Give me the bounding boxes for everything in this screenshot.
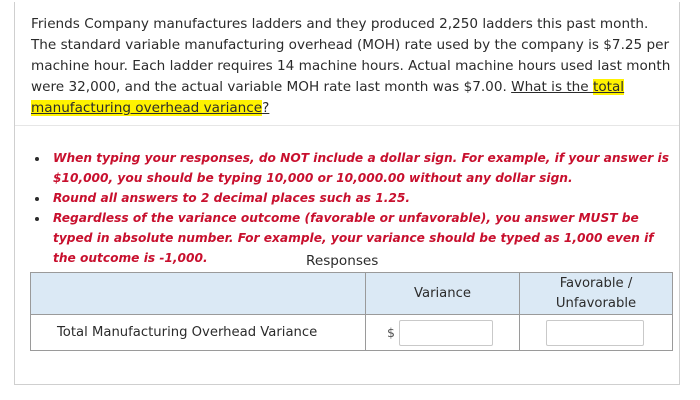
responses-table (30, 272, 673, 351)
variance-cell (366, 315, 520, 351)
instruction-list (31, 148, 669, 268)
question-body: Friends Company manufactures ladders and they produced 2,250 ladders this past month. The standard variable manufacturing overhead (MOH) rate used by the company is $7.25 per machine hour. Each ladder requires 14 machine hours. Actual machine hours used last month were 32,000, and the actual variable MOH rate last month was $7.00. (31, 16, 671, 95)
question-text (31, 14, 671, 119)
table-row (31, 315, 673, 351)
header-blank-cell (31, 273, 366, 315)
instruction-item: • Round all answers to 2 decimal places such as 1.25. (49, 188, 669, 208)
variance-input[interactable] (399, 320, 493, 346)
row-label: Total Manufacturing Overhead Variance (31, 315, 366, 351)
instruction-item: • Regardless of the variance outcome (favorable or unfavorable), you answer MUST be typed in absolute number. For example, your variance should be typed as 1,000 even if the outcome is -1,000. (49, 208, 669, 268)
instruction-item: • When typing your responses, do NOT include a dollar sign. For example, if your answer is $10,000, you should be typing 10,000 or 10,000.00 without any dollar sign. (49, 148, 669, 188)
responses-title: Responses (306, 253, 379, 269)
dollar-sign: $ (387, 325, 395, 340)
header-favorable-label: Favorable / Unfavorable (555, 275, 637, 311)
question-prompt-start: What is the (511, 79, 593, 95)
highlighted-phrase: total manufacturing overhead variance (31, 79, 625, 116)
question-mark: ? (262, 100, 270, 116)
header-favorable-unfavorable (520, 273, 673, 315)
table-header-row (31, 273, 673, 315)
header-variance: Variance (366, 273, 520, 315)
favorable-unfavorable-input[interactable] (546, 320, 644, 346)
favorable-cell (520, 315, 673, 351)
variance-input-group (366, 320, 519, 346)
section-divider (15, 125, 679, 126)
